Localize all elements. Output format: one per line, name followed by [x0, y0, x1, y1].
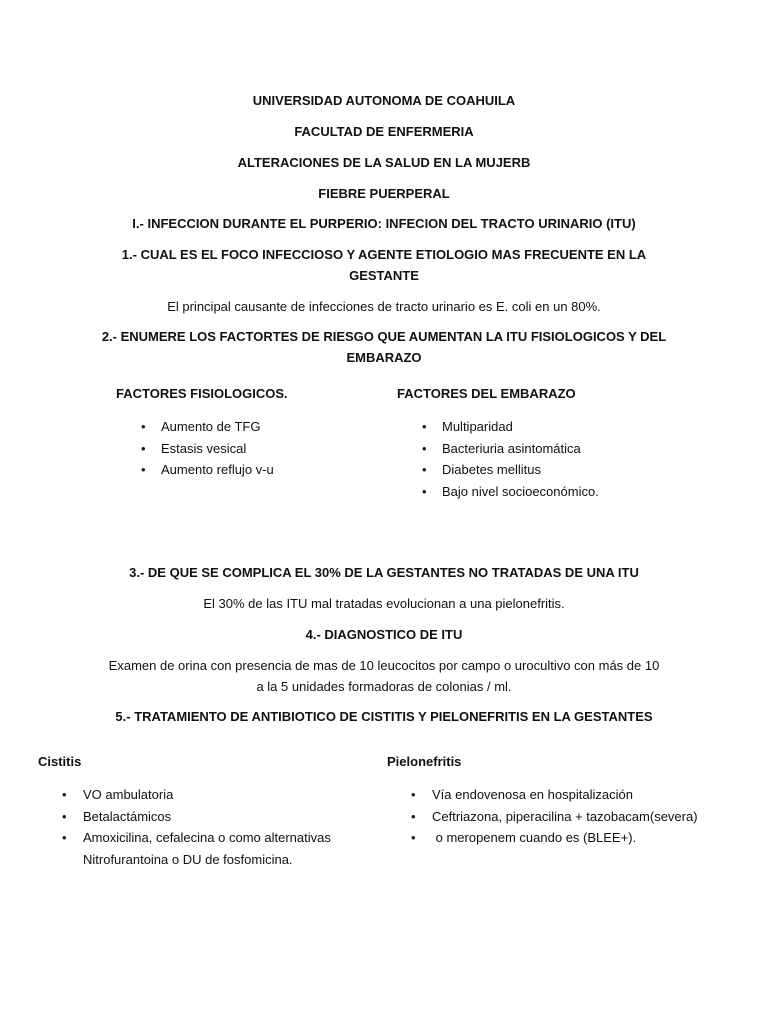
answer-1: El principal causante de infecciones de tracto urinario es E. coli en un 80%. [167, 299, 601, 314]
question-1: 1.- CUAL ES EL FOCO INFECCIOSO Y AGENTE ETIOLOGIO MAS FRECUENTE EN LA GESTANTE [121, 247, 647, 283]
question-5: 5.- TRATAMIENTO DE ANTIBIOTICO DE CISTITIS Y PIELONEFRITIS EN LA GESTANTES [115, 709, 653, 724]
pielonefritis-treatment [387, 753, 737, 849]
list-item: • Aumento de TFG [141, 416, 366, 438]
bullet-icon: • [422, 440, 427, 456]
answer-4: Examen de orina con presencia de mas de 10 leucocitos por campo o urocultivo con más de 10 a la 5 unidades formadoras de colonias / ml. [108, 658, 660, 694]
pregnancy-factors-heading: FACTORES DEL EMBARAZO [397, 386, 576, 401]
question-2: 2.- ENUMERE LOS FACTORTES DE RIESGO QUE AUMENTAN LA ITU FISIOLOGICOS Y DEL EMBARAZO [101, 329, 667, 365]
question-4: 4.- DIAGNOSTICO DE ITU [305, 627, 463, 642]
bullet-icon: • [62, 830, 67, 845]
answer-3: El 30% de las ITU mal tratadas evolucionan a una pielonefritis. [203, 596, 565, 611]
faculty-title: FACULTAD DE ENFERMERIA [294, 124, 474, 139]
bullet-icon: • [411, 808, 416, 824]
bullet-icon: • [141, 419, 146, 434]
bullet-icon: • [422, 462, 427, 477]
course-title: ALTERACIONES DE LA SALUD EN LA MUJERB [237, 155, 531, 170]
list-item: • o meropenem cuando es (BLEE+). [411, 827, 737, 849]
topic-title: FIEBRE PUERPERAL [318, 186, 450, 201]
pielonefritis-heading: Pielonefritis [387, 754, 462, 769]
cistitis-heading: Cistitis [38, 754, 82, 769]
physiological-factors [116, 385, 366, 481]
bullet-icon: • [141, 462, 146, 477]
list-item: • Estasis vesical [141, 438, 366, 460]
bullet-icon: • [422, 419, 427, 434]
cistitis-list [62, 784, 358, 870]
list-item: • Diabetes mellitus [422, 459, 697, 481]
bullet-icon: • [422, 483, 427, 499]
question-3: 3.- DE QUE SE COMPLICA EL 30% DE LA GESTANTES NO TRATADAS DE UNA ITU [129, 565, 639, 580]
list-item: • Vía endovenosa en hospitalización [411, 784, 737, 806]
physiological-factors-list [141, 416, 366, 481]
pregnancy-factors-list [422, 416, 697, 502]
bullet-icon: • [411, 787, 416, 802]
list-item: • Amoxicilina, cefalecina o como alternativas Nitrofurantoina o DU de fosfomicina. [62, 827, 358, 870]
pielonefritis-list [411, 784, 737, 849]
university-title: UNIVERSIDAD AUTONOMA DE COAHUILA [252, 93, 516, 108]
list-item: • VO ambulatoria [62, 784, 358, 806]
list-item: • Aumento reflujo v-u [141, 459, 366, 481]
pregnancy-factors [397, 385, 697, 502]
list-item: • Ceftriazona, piperacilina + tazobacam(severa) [411, 806, 737, 828]
list-item: • Bajo nivel socioeconómico. [422, 481, 697, 503]
section-title: I.- INFECCION DURANTE EL PURPERIO: INFECION DEL TRACTO URINARIO (ITU) [132, 216, 636, 231]
bullet-icon: • [62, 808, 67, 824]
list-item: • Bacteriuria asintomática [422, 438, 697, 460]
list-item: • Betalactámicos [62, 806, 358, 828]
cistitis-treatment [38, 753, 358, 870]
bullet-icon: • [141, 440, 146, 456]
bullet-icon: • [411, 830, 416, 845]
list-item: • Multiparidad [422, 416, 697, 438]
bullet-icon: • [62, 787, 67, 802]
physiological-factors-heading: FACTORES FISIOLOGICOS. [116, 386, 288, 401]
